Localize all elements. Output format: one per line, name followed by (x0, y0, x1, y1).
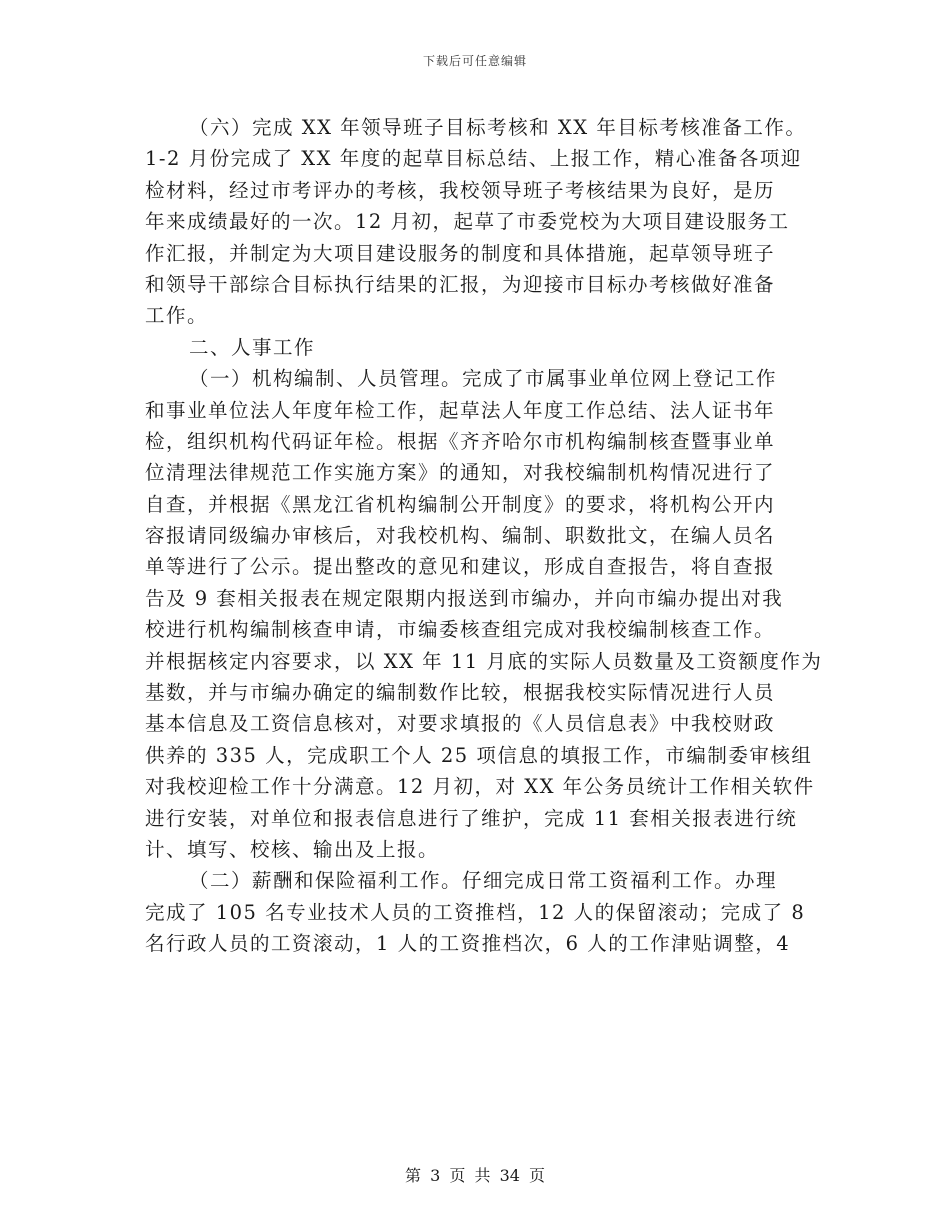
section-heading: 二、人事工作 (189, 335, 316, 359)
footer-prefix: 第 (404, 1166, 421, 1185)
paragraph-line: （一）机构编制、人员管理。完成了市属事业单位网上登记工作 (189, 367, 778, 391)
footer-page-word: 页 (449, 1166, 466, 1185)
paragraph-line: （六）完成 XX 年领导班子目标考核和 XX 年目标考核准备工作。 (189, 116, 807, 139)
paragraph-line: 位清理法律规范工作实施方案》的通知，对我校编制机构情况进行了 (145, 461, 776, 485)
paragraph-line: 检，组织机构代码证年检。根据《齐齐哈尔市机构编制核查暨事业单 (145, 429, 776, 453)
total-pages-number: 34 (499, 1166, 520, 1185)
paragraph-line: 基数，并与市编办确定的编制数作比较，根据我校实际情况进行人员 (145, 681, 776, 705)
footer-suffix: 页 (529, 1166, 546, 1185)
paragraph-line: 进行安装，对单位和报表信息进行了维护，完成 11 套相关报表进行统 (145, 806, 798, 830)
paragraph-line: 校进行机构编制核查申请，市编委核查组完成对我校编制核查工作。 (145, 618, 776, 642)
paragraph-line: 告及 9 套相关报表在规定限期内报送到市编办，并向市编办提出对我 (145, 586, 784, 610)
paragraph-line: 并根据核定内容要求，以 XX 年 11 月底的实际人员数量及工资额度作为 (145, 649, 823, 673)
paragraph-line: 工作。 (145, 304, 209, 328)
paragraph-line: （二）薪酬和保险福利工作。仔细完成日常工资福利工作。办理 (189, 869, 778, 893)
paragraph-line: 容报请同级编办审核后，对我校机构、编制、职数批文，在编人员名 (145, 524, 776, 548)
paragraph-line: 名行政人员的工资滚动，1 人的工资推档次，6 人的工作津贴调整，4 (145, 932, 791, 956)
paragraph-line: 年来成绩最好的一次。12 月初，起草了市委党校为大项目建设服务工 (145, 210, 790, 234)
page-header: 下载后可任意编辑 (422, 54, 527, 68)
paragraph-line: 1-2 月份完成了 XX 年度的起草目标总结、上报工作，精心准备各项迎 (145, 147, 802, 171)
paragraph-line: 供养的 335 人，完成职工个人 25 项信息的填报工作，市编制委审核组 (145, 743, 813, 767)
current-page-number: 3 (430, 1166, 441, 1185)
paragraph-line: 自查，并根据《黑龙江省机构编制公开制度》的要求，将机构公开内 (145, 492, 776, 516)
paragraph-line: 完成了 105 名专业技术人员的工资推档，12 人的保留滚动；完成了 8 (145, 900, 806, 924)
page-footer (0, 1163, 950, 1186)
paragraph-line: 作汇报，并制定为大项目建设服务的制度和具体措施，起草领导班子 (145, 241, 776, 265)
paragraph-line: 单等进行了公示。提出整改的意见和建议，形成自查报告，将自查报 (145, 555, 776, 579)
paragraph-line: 对我校迎检工作十分满意。12 月初，对 XX 年公务员统计工作相关软件 (145, 775, 815, 799)
footer-total-prefix: 共 (474, 1166, 491, 1185)
paragraph-line: 计、填写、校核、输出及上报。 (145, 837, 440, 861)
paragraph-line: 和事业单位法人年度年检工作，起草法人年度工作总结、法人证书年 (145, 398, 776, 422)
document-body (145, 112, 823, 960)
paragraph-line: 和领导干部综合目标执行结果的汇报，为迎接市目标办考核做好准备 (145, 272, 776, 296)
paragraph-line: 基本信息及工资信息核对，对要求填报的《人员信息表》中我校财政 (145, 712, 776, 736)
paragraph-line: 检材料，经过市考评办的考核，我校领导班子考核结果为良好，是历 (145, 178, 776, 202)
